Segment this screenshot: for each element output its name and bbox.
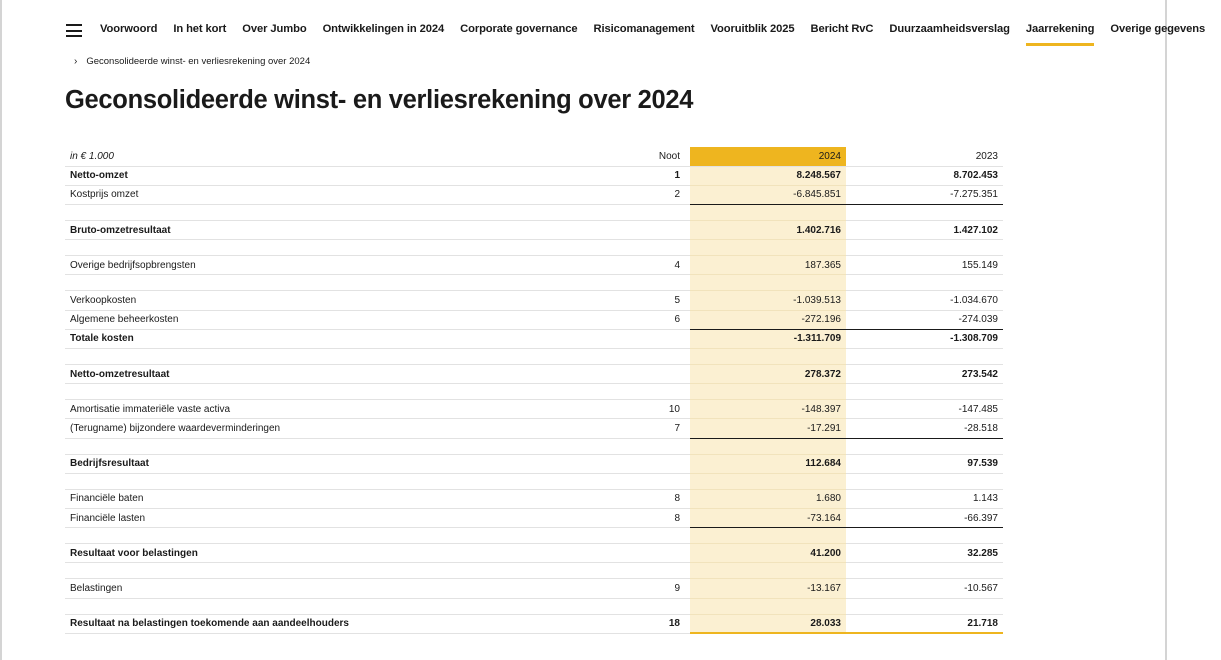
row-value-2023: 1.143	[846, 489, 1003, 508]
row-value-2024: 1.680	[690, 489, 846, 508]
row-label: Overige bedrijfsopbrengsten	[65, 256, 610, 275]
spacer-row	[65, 384, 1003, 400]
nav-item-over-jumbo[interactable]: Over Jumbo	[242, 23, 307, 35]
spacer-row	[65, 528, 1003, 544]
nav-item-overige-gegevens[interactable]: Overige gegevens	[1110, 23, 1206, 35]
nav-item-jaarrekening[interactable]: Jaarrekening	[1026, 18, 1094, 46]
row-label: Financiële baten	[65, 489, 610, 508]
table-row	[65, 419, 1003, 438]
row-value-2024: 278.372	[690, 365, 846, 384]
row-value-2024: 28.033	[690, 614, 846, 633]
row-value-2023: -7.275.351	[846, 185, 1003, 204]
row-label: Amortisatie immateriële vaste activa	[65, 400, 610, 419]
row-note	[610, 365, 690, 384]
row-value-2024: 187.365	[690, 256, 846, 275]
row-value-2024: -272.196	[690, 310, 846, 329]
row-note: 8	[610, 489, 690, 508]
table-row	[65, 489, 1003, 508]
year-2024-header: 2024	[690, 147, 846, 166]
row-note	[610, 221, 690, 240]
row-value-2024: -6.845.851	[690, 185, 846, 204]
row-label: Netto-omzet	[65, 166, 610, 185]
row-value-2023: 8.702.453	[846, 166, 1003, 185]
table-row	[65, 400, 1003, 419]
year-2023-header: 2023	[846, 147, 1003, 166]
table-row	[65, 256, 1003, 275]
table-row	[65, 166, 1003, 185]
breadcrumb-current[interactable]: Geconsolideerde winst- en verliesrekening over 2024	[86, 56, 311, 67]
row-value-2024: -1.311.709	[690, 329, 846, 348]
spacer-row	[65, 473, 1003, 489]
nav-item-duurzaamheidsverslag[interactable]: Duurzaamheidsverslag	[889, 23, 1010, 35]
row-value-2024: 1.402.716	[690, 221, 846, 240]
nav-item-voorwoord[interactable]: Voorwoord	[100, 23, 158, 35]
income-statement-table	[65, 147, 1003, 634]
row-value-2023: 273.542	[846, 365, 1003, 384]
row-note	[610, 544, 690, 563]
menu-icon[interactable]	[66, 24, 82, 37]
row-note: 4	[610, 256, 690, 275]
row-label: Algemene beheerkosten	[65, 310, 610, 329]
row-value-2023: -10.567	[846, 579, 1003, 598]
row-value-2024: -148.397	[690, 400, 846, 419]
row-value-2023: 1.427.102	[846, 221, 1003, 240]
page-title: Geconsolideerde winst- en verliesrekening over 2024	[65, 86, 694, 114]
row-value-2024: -17.291	[690, 419, 846, 438]
row-label: Financiële lasten	[65, 508, 610, 527]
row-value-2023: -274.039	[846, 310, 1003, 329]
table-row	[65, 508, 1003, 527]
row-label: Verkoopkosten	[65, 291, 610, 310]
table-row	[65, 221, 1003, 240]
spacer-row	[65, 205, 1003, 221]
row-note: 18	[610, 614, 690, 633]
row-value-2023: -66.397	[846, 508, 1003, 527]
nav-item-corporate-governance[interactable]: Corporate governance	[460, 23, 578, 35]
row-note: 7	[610, 419, 690, 438]
spacer-row	[65, 438, 1003, 454]
table-header-row	[65, 147, 1003, 166]
row-value-2024: 112.684	[690, 454, 846, 473]
spacer-row	[65, 349, 1003, 365]
nav-list	[100, 18, 1221, 46]
row-note: 6	[610, 310, 690, 329]
row-note: 10	[610, 400, 690, 419]
row-label: Bruto-omzetresultaat	[65, 221, 610, 240]
row-note: 2	[610, 185, 690, 204]
row-note	[610, 454, 690, 473]
row-value-2023: -1.308.709	[846, 329, 1003, 348]
table-row	[65, 185, 1003, 204]
unit-label: in € 1.000	[65, 147, 610, 166]
row-label: Kostprijs omzet	[65, 185, 610, 204]
row-label: Belastingen	[65, 579, 610, 598]
spacer-row	[65, 598, 1003, 614]
row-value-2024: -1.039.513	[690, 291, 846, 310]
row-value-2023: -147.485	[846, 400, 1003, 419]
table-row	[65, 544, 1003, 563]
breadcrumb	[74, 56, 310, 67]
row-value-2023: 97.539	[846, 454, 1003, 473]
chevron-right-icon: ›	[74, 56, 78, 67]
spacer-row	[65, 275, 1003, 291]
row-note: 1	[610, 166, 690, 185]
window-frame-left	[0, 0, 2, 660]
row-label: Bedrijfsresultaat	[65, 454, 610, 473]
note-header: Noot	[610, 147, 690, 166]
row-note: 8	[610, 508, 690, 527]
row-value-2023: 21.718	[846, 614, 1003, 633]
spacer-row	[65, 240, 1003, 256]
row-label: Resultaat voor belastingen	[65, 544, 610, 563]
top-navigation	[66, 18, 1221, 46]
table-row	[65, 329, 1003, 348]
table-row	[65, 579, 1003, 598]
table-row	[65, 454, 1003, 473]
spacer-row	[65, 563, 1003, 579]
row-value-2023: 32.285	[846, 544, 1003, 563]
row-note	[610, 329, 690, 348]
row-note: 5	[610, 291, 690, 310]
table-row	[65, 291, 1003, 310]
row-label: (Terugname) bijzondere waardeverminderingen	[65, 419, 610, 438]
nav-item-ontwikkelingen[interactable]: Ontwikkelingen in 2024	[322, 23, 445, 35]
nav-item-bericht-rvc[interactable]: Bericht RvC	[810, 23, 874, 35]
table-row	[65, 365, 1003, 384]
row-note: 9	[610, 579, 690, 598]
nav-item-vooruitblik[interactable]: Vooruitblik 2025	[710, 23, 795, 35]
row-label: Netto-omzetresultaat	[65, 365, 610, 384]
nav-item-risicomanagement[interactable]: Risicomanagement	[593, 23, 695, 35]
window-frame-right	[1165, 0, 1167, 660]
row-value-2024: -73.164	[690, 508, 846, 527]
nav-item-in-het-kort[interactable]: In het kort	[173, 23, 227, 35]
row-value-2023: -1.034.670	[846, 291, 1003, 310]
row-value-2024: -13.167	[690, 579, 846, 598]
row-value-2024: 41.200	[690, 544, 846, 563]
table-row	[65, 614, 1003, 633]
row-value-2024: 8.248.567	[690, 166, 846, 185]
table-row	[65, 310, 1003, 329]
row-label: Totale kosten	[65, 329, 610, 348]
row-value-2023: 155.149	[846, 256, 1003, 275]
row-value-2023: -28.518	[846, 419, 1003, 438]
row-label: Resultaat na belastingen toekomende aan aandeelhouders	[65, 614, 610, 633]
